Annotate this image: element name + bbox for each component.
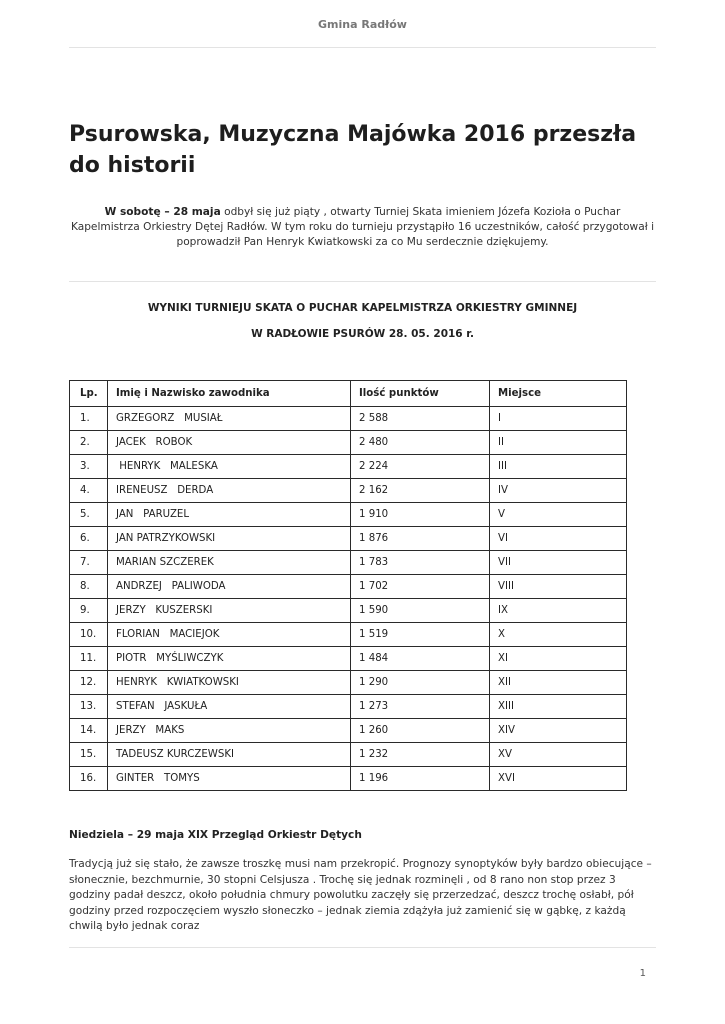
cell-place-number: 15. <box>70 743 108 767</box>
cell-rank: VIII <box>490 575 627 599</box>
results-table-body <box>70 407 627 791</box>
table-row <box>70 455 627 479</box>
cell-points: 1 232 <box>351 743 490 767</box>
cell-place-number: 5. <box>70 503 108 527</box>
table-row <box>70 599 627 623</box>
cell-points: 1 484 <box>351 647 490 671</box>
cell-rank: III <box>490 455 627 479</box>
cell-rank: V <box>490 503 627 527</box>
table-row <box>70 527 627 551</box>
cell-points: 1 519 <box>351 623 490 647</box>
cell-points: 2 224 <box>351 455 490 479</box>
cell-points: 1 290 <box>351 671 490 695</box>
section-divider <box>69 281 656 282</box>
site-header: Gmina Radłów <box>318 18 407 31</box>
table-row <box>70 767 627 791</box>
cell-rank: XIV <box>490 719 627 743</box>
table-row <box>70 743 627 767</box>
cell-points: 1 876 <box>351 527 490 551</box>
cell-player-name: JAN PATRZYKOWSKI <box>108 527 351 551</box>
footer-divider <box>69 947 656 948</box>
cell-rank: IX <box>490 599 627 623</box>
cell-points: 1 783 <box>351 551 490 575</box>
table-row <box>70 551 627 575</box>
table-row <box>70 671 627 695</box>
cell-place-number: 12. <box>70 671 108 695</box>
cell-place-number: 11. <box>70 647 108 671</box>
page-title: Psurowska, Muzyczna Majówka 2016 przeszła do historii <box>69 122 637 178</box>
page-number: 1 <box>639 968 646 979</box>
cell-player-name: PIOTR MYŚLIWCZYK <box>108 647 351 671</box>
cell-points: 1 910 <box>351 503 490 527</box>
table-row <box>70 575 627 599</box>
table-row <box>70 719 627 743</box>
cell-player-name: TADEUSZ KURCZEWSKI <box>108 743 351 767</box>
cell-player-name: JAN PARUZEL <box>108 503 351 527</box>
cell-rank: IV <box>490 479 627 503</box>
cell-player-name: GRZEGORZ MUSIAŁ <box>108 407 351 431</box>
cell-player-name: IRENEUSZ DERDA <box>108 479 351 503</box>
cell-rank: VII <box>490 551 627 575</box>
cell-player-name: JERZY MAKS <box>108 719 351 743</box>
cell-place-number: 8. <box>70 575 108 599</box>
cell-place-number: 9. <box>70 599 108 623</box>
cell-player-name: ANDRZEJ PALIWODA <box>108 575 351 599</box>
table-row <box>70 479 627 503</box>
cell-place-number: 16. <box>70 767 108 791</box>
cell-points: 1 702 <box>351 575 490 599</box>
cell-player-name: JERZY KUSZERSKI <box>108 599 351 623</box>
results-table <box>69 380 627 791</box>
column-header-place-number: Lp. <box>70 381 108 407</box>
header-divider <box>69 47 656 48</box>
cell-player-name: HENRYK KWIATKOWSKI <box>108 671 351 695</box>
table-row <box>70 647 627 671</box>
table-row <box>70 431 627 455</box>
cell-place-number: 6. <box>70 527 108 551</box>
cell-rank: XII <box>490 671 627 695</box>
column-header-rank: Miejsce <box>490 381 627 407</box>
intro-text: odbył się już piąty , otwarty Turniej Skata imieniem Józefa Kozioła o Puchar Kapelmistrza Orkiestry Dętej Radłów. W tym roku do turnieju przystąpiło 16 uczestników, całość przygotował i poprowadził Pan Henryk Kwiatkowski za co Mu serdecznie dziękujemy. <box>70 206 655 248</box>
intro-paragraph <box>69 205 656 250</box>
results-table-header-row <box>70 381 627 407</box>
cell-points: 1 260 <box>351 719 490 743</box>
section-heading: Niedziela – 29 maja XIX Przegląd Orkiestr Dętych <box>69 829 362 841</box>
cell-place-number: 3. <box>70 455 108 479</box>
cell-points: 2 588 <box>351 407 490 431</box>
results-subheading: W RADŁOWIE PSURÓW 28. 05. 2016 r. <box>251 328 474 340</box>
cell-rank: XI <box>490 647 627 671</box>
cell-rank: II <box>490 431 627 455</box>
cell-points: 2 162 <box>351 479 490 503</box>
cell-points: 1 273 <box>351 695 490 719</box>
table-row <box>70 407 627 431</box>
section-paragraph: Tradycją już się stało, że zawsze troszkę musi nam przekropić. Prognozy synoptyków były bardzo obiecujące – słonecznie, bezchmurnie, 30 stopni Celsjusza . Trochę się jednak rozminęli , od 8 rano non stop przez 3 godziny padał deszcz, około południa chmury powolutku zaczęły się przerzedzać, deszcz trochę osłabł, pół godziny przed rozpoczęciem wyszło słoneczko – jednak ziemia zdążyła już zamienić się w gąbkę, z każdą chwilą było jednak coraz <box>69 858 652 932</box>
cell-place-number: 4. <box>70 479 108 503</box>
cell-place-number: 13. <box>70 695 108 719</box>
cell-place-number: 2. <box>70 431 108 455</box>
table-row <box>70 623 627 647</box>
cell-player-name: JACEK ROBOK <box>108 431 351 455</box>
cell-rank: VI <box>490 527 627 551</box>
cell-points: 2 480 <box>351 431 490 455</box>
column-header-player-name: Imię i Nazwisko zawodnika <box>108 381 351 407</box>
cell-points: 1 590 <box>351 599 490 623</box>
table-row <box>70 503 627 527</box>
cell-rank: XV <box>490 743 627 767</box>
cell-player-name: GINTER TOMYS <box>108 767 351 791</box>
cell-place-number: 14. <box>70 719 108 743</box>
intro-date: W sobotę – 28 maja <box>104 206 221 218</box>
cell-place-number: 10. <box>70 623 108 647</box>
cell-points: 1 196 <box>351 767 490 791</box>
cell-player-name: FLORIAN MACIEJOK <box>108 623 351 647</box>
cell-rank: XIII <box>490 695 627 719</box>
cell-place-number: 7. <box>70 551 108 575</box>
cell-player-name: MARIAN SZCZEREK <box>108 551 351 575</box>
cell-rank: I <box>490 407 627 431</box>
cell-rank: X <box>490 623 627 647</box>
table-row <box>70 695 627 719</box>
cell-player-name: STEFAN JASKUŁA <box>108 695 351 719</box>
cell-place-number: 1. <box>70 407 108 431</box>
column-header-points: Ilość punktów <box>351 381 490 407</box>
results-heading: WYNIKI TURNIEJU SKATA O PUCHAR KAPELMISTRZA ORKIESTRY GMINNEJ <box>147 302 578 314</box>
cell-rank: XVI <box>490 767 627 791</box>
cell-player-name: HENRYK MALESKA <box>108 455 351 479</box>
